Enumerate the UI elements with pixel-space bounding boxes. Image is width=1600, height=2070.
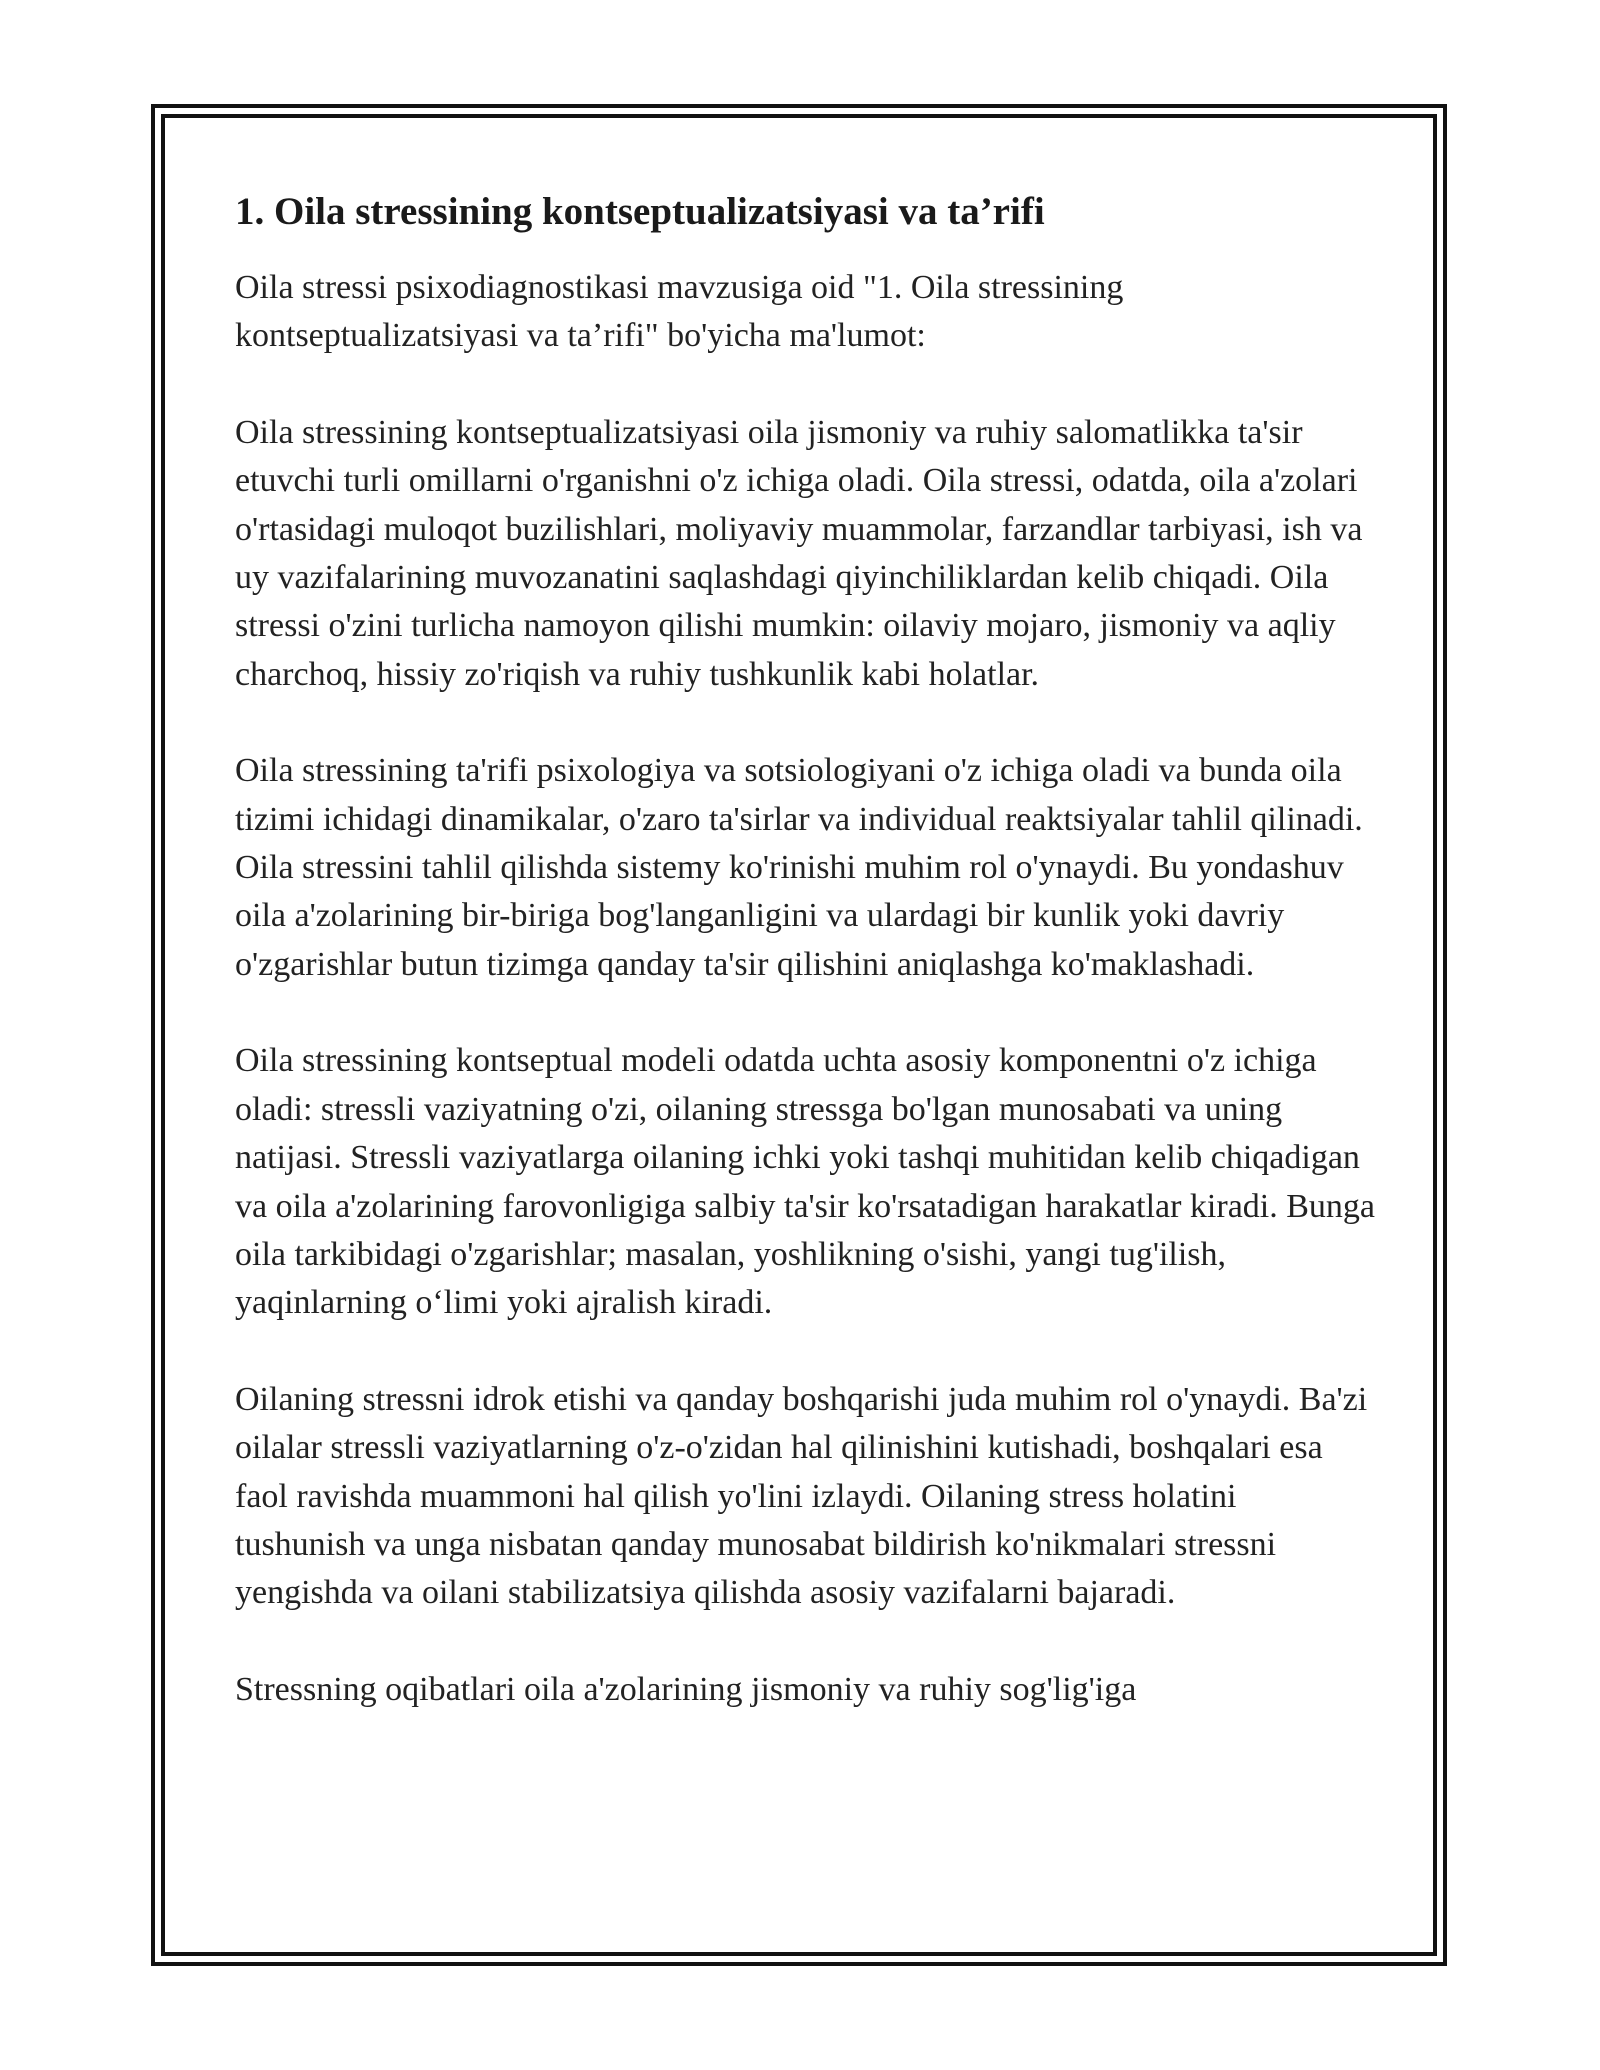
- paragraph-definition: Oila stressining ta'rifi psixologiya va sotsiologiyani o'z ichiga oladi va bunda oila tizimi ichidagi dinamikalar, o'zaro ta'sirlar va individual reaktsiyalar tahlil qilinadi. Oila stressini tahlil qilishda sistemy ko'rinishi muhim rol o'ynaydi. Bu yondashuv oila a'zolarining bir-biriga bog'langanligini va ulardagi bir kunlik yoki davriy o'zgarishlar butun tizimga qanday ta'sir qilishini aniqlashga ko'maklashadi.: [235, 752, 1363, 983]
- paragraph-conceptual-model: Oila stressining kontseptual modeli odatda uchta asosiy komponentni o'z ichiga oladi: stressli vaziyatning o'zi, oilaning stressga bo'lgan munosabati va uning natijasi. Stressli vaziyatlarga oilaning ichki yoki tashqi muhitidan kelib chiqadigan va oila a'zolarining farovonligiga salbiy ta'sir ko'rsatadigan harakatlar kiradi. Bunga oila tarkibidagi o'zgarishlar; masalan, yoshlikning o'sishi, yangi tug'ilish, yaqinlarning o‘limi yoki ajralish kiradi.: [235, 1042, 1375, 1322]
- paragraph-conceptualization: Oila stressining kontseptualizatsiyasi oila jismoniy va ruhiy salomatlikka ta'sir etuvchi turli omillarni o'rganishni o'z ichiga oladi. Oila stressi, odatda, oila a'zolari o'rtasidagi muloqot buzilishlari, moliyaviy muammolar, farzandlar tarbiyasi, ish va uy vazifalarining muvozanatini saqlashdagi qiyinchiliklardan kelib chiqadi. Oila stressi o'zini turlicha namoyon qilishi mumkin: oilaviy mojaro, jismoniy va aqliy charchoq, hissiy zo'riqish va ruhiy tushkunlik kabi holatlar.: [235, 413, 1363, 693]
- paragraph-consequences: Stressning oqibatlari oila a'zolarining jismoniy va ruhiy sog'lig'iga: [235, 1670, 1137, 1708]
- paragraph-intro: Oila stressi psixodiagnostikasi mavzusiga oid "1. Oila stressining kontseptualizatsiyasi va ta’rifi" bo'yicha ma'lumot:: [235, 269, 1124, 355]
- section-heading: 1. Oila stressining kontseptualizatsiyasi va ta’rifi: [235, 190, 1045, 233]
- page-content: [235, 186, 1375, 1714]
- paragraph-stress-perception: Oilaning stressni idrok etishi va qanday boshqarishi juda muhim rol o'ynaydi. Ba'zi oilalar stressli vaziyatlarning o'z-o'zidan hal qilinishini kutishadi, boshqalari esa faol ravishda muammoni hal qilish yo'lini izlaydi. Oilaning stress holatini tushunish va unga nisbatan qanday munosabat bildirish ko'nikmalari stressni yengishda va oilani stabilizatsiya qilishda asosiy vazifalarni bajaradi.: [235, 1380, 1368, 1612]
